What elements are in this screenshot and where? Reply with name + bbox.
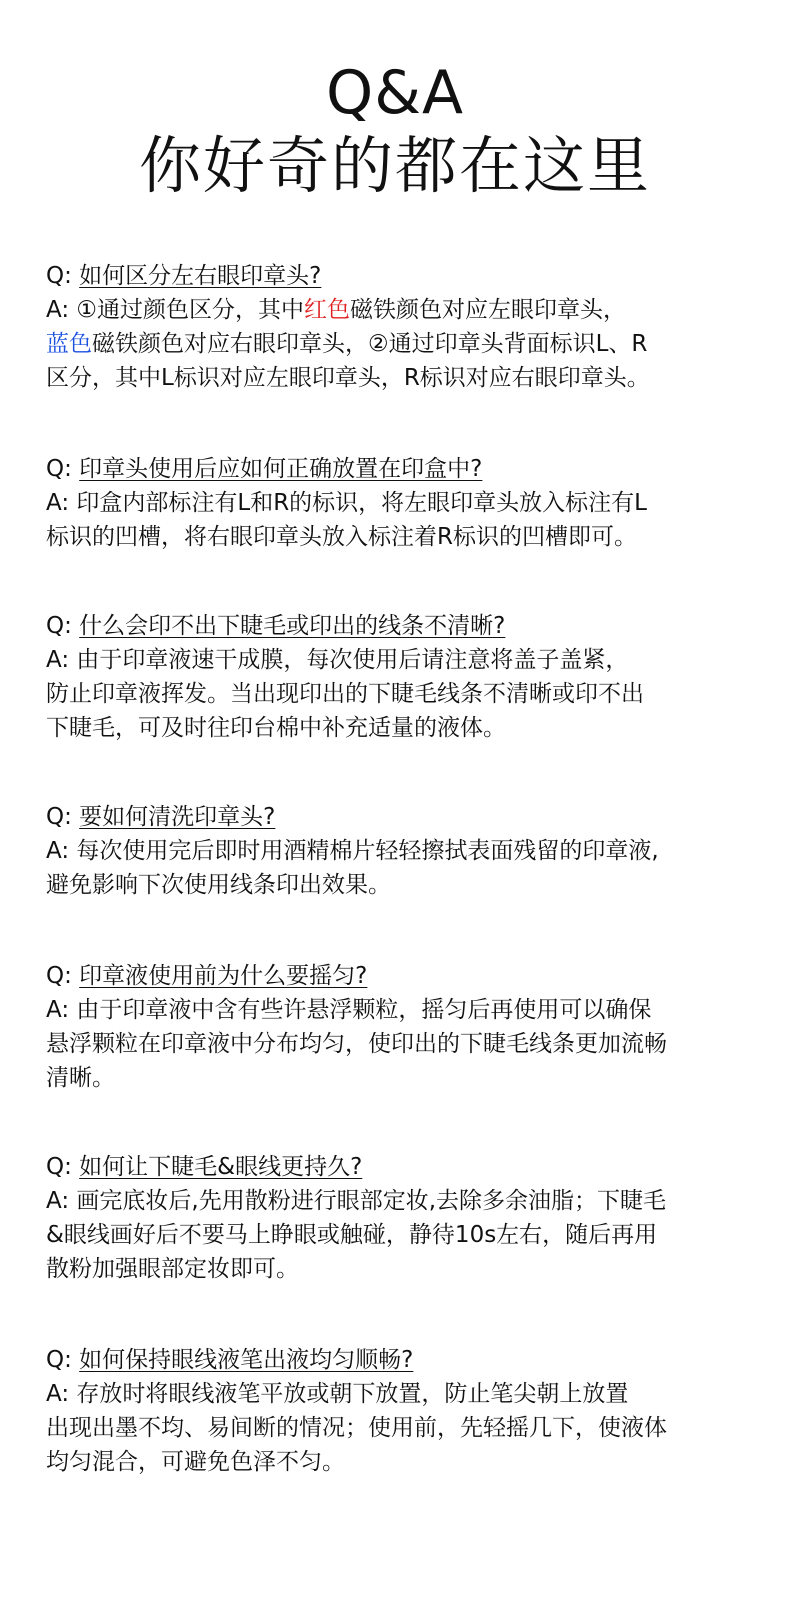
question-prefix: Q: xyxy=(46,1154,80,1180)
question-prefix: Q: xyxy=(46,456,80,482)
question-text: 什么会印不出下睫毛或印出的线条不清晰? xyxy=(79,613,506,639)
qa-item-1 xyxy=(46,259,746,395)
answer-line xyxy=(46,1184,746,1218)
answer-line: 下睫毛，可及时往印台棉中补充适量的液体。 xyxy=(46,715,506,741)
question-line xyxy=(46,609,746,643)
answer-prefix: A: xyxy=(46,838,77,864)
answer-line: 区分，其中L标识对应左眼印章头，R标识对应右眼印章头。 xyxy=(46,365,650,391)
answer-text: 存放时将眼线液笔平放或朝下放置，防止笔尖朝上放置 xyxy=(76,1381,629,1407)
question-text: 印章液使用前为什么要摇匀? xyxy=(79,963,368,989)
question-line xyxy=(46,959,746,993)
question-prefix: Q: xyxy=(46,963,80,989)
question-text: 要如何清洗印章头? xyxy=(79,804,276,830)
answer-text: 画完底妆后,先用散粉进行眼部定妆,去除多余油脂；下睫毛 xyxy=(76,1188,667,1214)
answer-text: 磁铁颜色对应右眼印章头，②通过印章头背面标识L、R xyxy=(92,331,648,357)
answer-text: 由于印章液速干成膜，每次使用后请注意将盖子盖紧， xyxy=(76,647,629,673)
answer-line: 清晰。 xyxy=(46,1065,115,1091)
answer-line: 均匀混合，可避免色泽不匀。 xyxy=(46,1449,345,1475)
answer-text: 每次使用完后即时用酒精棉片轻轻擦拭表面残留的印章液, xyxy=(76,838,659,864)
answer-text: ①通过颜色区分，其中 xyxy=(76,297,305,323)
qa-item-2 xyxy=(46,452,746,554)
answer-prefix: A: xyxy=(46,1188,77,1214)
page-title-en: Q&A xyxy=(325,58,465,128)
answer-text: 磁铁颜色对应左眼印章头， xyxy=(350,297,627,323)
answer-line: 散粉加强眼部定妆即可。 xyxy=(46,1256,299,1282)
answer-line xyxy=(46,293,746,327)
qa-item-3 xyxy=(46,609,746,745)
answer-prefix: A: xyxy=(46,297,77,323)
answer-line: &眼线画好后不要马上睁眼或触碰，静待10s左右，随后再用 xyxy=(46,1222,658,1248)
answer-line: 悬浮颗粒在印章液中分布均匀，使印出的下睫毛线条更加流畅 xyxy=(46,1031,667,1057)
answer-line xyxy=(46,993,746,1027)
answer-line xyxy=(46,1377,746,1411)
question-prefix: Q: xyxy=(46,804,80,830)
qa-item-6 xyxy=(46,1150,746,1286)
question-text: 印章头使用后应如何正确放置在印盒中? xyxy=(79,456,483,482)
question-text: 如何让下睫毛&眼线更持久? xyxy=(79,1154,363,1180)
answer-line xyxy=(46,834,746,868)
question-prefix: Q: xyxy=(46,613,80,639)
page-title-cn: 你好奇的都在这里 xyxy=(138,129,651,202)
blue-highlight-text: 蓝色 xyxy=(46,331,92,357)
question-prefix: Q: xyxy=(46,263,80,289)
qa-item-4 xyxy=(46,800,746,902)
answer-prefix: A: xyxy=(46,1381,77,1407)
question-line xyxy=(46,1343,746,1377)
question-prefix: Q: xyxy=(46,1347,80,1373)
question-line xyxy=(46,259,746,293)
answer-prefix: A: xyxy=(46,490,77,516)
answer-prefix: A: xyxy=(46,997,77,1023)
question-text: 如何保持眼线液笔出液均匀顺畅? xyxy=(79,1347,414,1373)
question-line xyxy=(46,452,746,486)
answer-line: 避免影响下次使用线条印出效果。 xyxy=(46,872,391,898)
answer-line: 出现出墨不均、易间断的情况；使用前，先轻摇几下，使液体 xyxy=(46,1415,667,1441)
qa-item-5 xyxy=(46,959,746,1095)
answer-text: 印盒内部标注有L和R的标识，将左眼印章头放入标注有L xyxy=(76,490,647,516)
question-line xyxy=(46,1150,746,1184)
answer-line xyxy=(46,327,746,361)
red-highlight-text: 红色 xyxy=(304,297,351,323)
question-text: 如何区分左右眼印章头? xyxy=(79,263,322,289)
answer-line xyxy=(46,643,746,677)
answer-line: 防止印章液挥发。当出现印出的下睫毛线条不清晰或印不出 xyxy=(46,681,644,707)
answer-line xyxy=(46,486,746,520)
answer-prefix: A: xyxy=(46,647,77,673)
question-line xyxy=(46,800,746,834)
answer-line: 标识的凹槽，将右眼印章头放入标注着R标识的凹槽即可。 xyxy=(46,524,637,550)
answer-text: 由于印章液中含有些许悬浮颗粒，摇匀后再使用可以确保 xyxy=(76,997,652,1023)
qa-item-7 xyxy=(46,1343,746,1479)
